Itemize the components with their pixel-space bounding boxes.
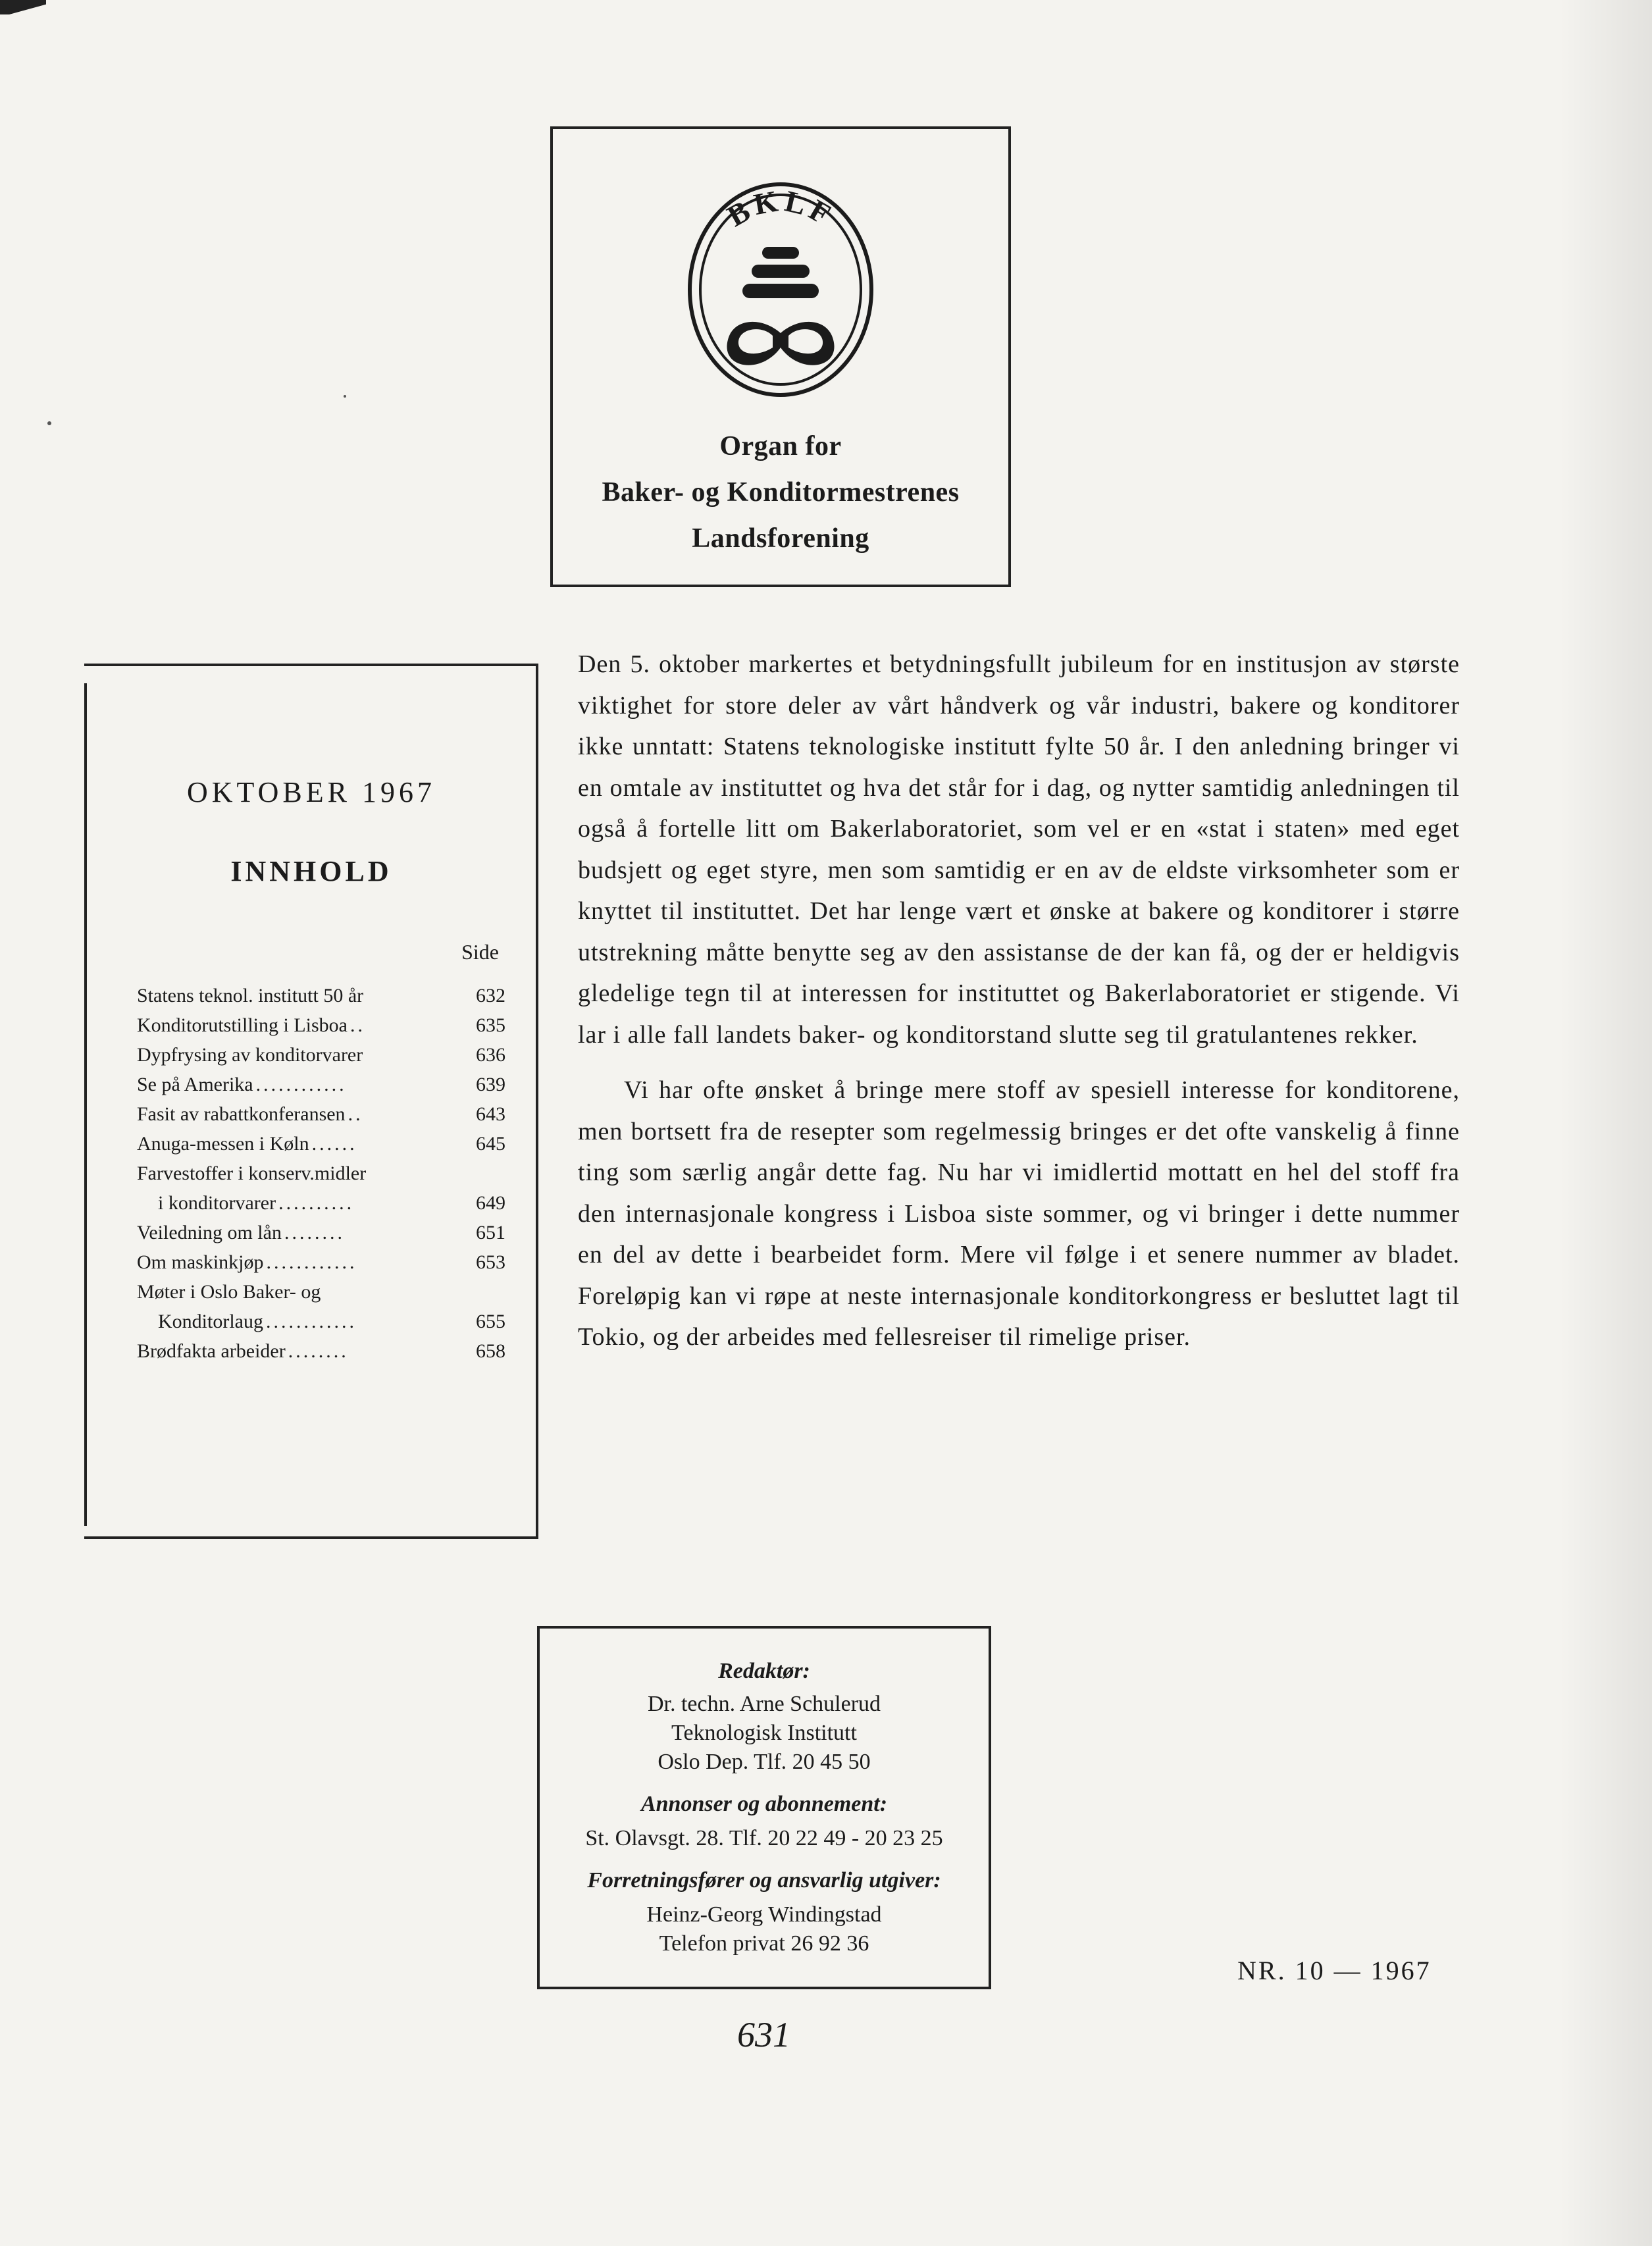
editorial-top-rule: [537, 1626, 991, 1629]
entry-page: 643: [476, 1103, 505, 1125]
manager-name: Heinz-Georg Windingstad: [646, 1902, 882, 1927]
manager-heading: Forretningsfører og ansvarlig utgiver:: [587, 1868, 941, 1893]
entry-leader: ..: [348, 1103, 363, 1125]
entry-title: Møter i Oslo Baker- og: [137, 1281, 321, 1303]
masthead-box: [550, 126, 1011, 587]
entry-leader: ............: [255, 1074, 347, 1095]
scan-speck: [344, 395, 346, 398]
ads-address: St. Olavsgt. 28. Tlf. 20 22 49 - 20 23 25: [585, 1826, 943, 1850]
entry-page: 655: [476, 1311, 505, 1332]
masthead-line-organ: Organ for: [719, 431, 842, 461]
masthead-line-landsforening: Landsforening: [692, 523, 869, 554]
contents-entry: [137, 1307, 505, 1336]
contents-entry: [137, 1336, 505, 1366]
bklf-logo: [682, 178, 879, 402]
entry-page: 651: [476, 1222, 505, 1243]
masthead-right-rule: [1008, 126, 1011, 587]
contents-entry: [137, 1040, 505, 1070]
article-body: [578, 644, 1460, 1358]
page-edge-shadow: [1560, 0, 1652, 2246]
entry-title: Brødfakta arbeider: [137, 1340, 286, 1362]
entry-title: Anuga-messen i Køln: [137, 1133, 309, 1155]
entry-leader: ............: [266, 1251, 357, 1273]
entry-leader: [363, 981, 476, 1010]
entry-leader: ........: [288, 1340, 349, 1362]
entry-title: Statens teknol. institutt 50 år: [137, 985, 364, 1006]
contents-entry: [137, 1010, 505, 1040]
scan-corner-mark: [0, 0, 46, 14]
logo-lettering: BKLF: [721, 183, 840, 234]
contents-heading: INNHOLD: [230, 855, 392, 887]
entry-page: 649: [476, 1192, 505, 1214]
entry-leader: ......: [311, 1133, 357, 1155]
entry-leader: [363, 1040, 476, 1070]
contents-entry: [137, 1247, 505, 1277]
contents-entry: [137, 1188, 505, 1218]
page-column-label: Side: [461, 940, 499, 964]
contents-box: [84, 664, 538, 1539]
entry-leader: ........: [284, 1222, 345, 1243]
entry-title: Konditorlaug: [158, 1311, 263, 1332]
ads-heading: Annonser og abonnement:: [640, 1792, 888, 1816]
entry-title: Se på Amerika: [137, 1074, 253, 1095]
issue-month: OKTOBER 1967: [187, 776, 436, 808]
masthead-line-association: Baker- og Konditormestrenes: [602, 477, 960, 508]
body-paragraph: Den 5. oktober markertes et betydningsfullt jubileum for en institusjon av største viktighet for store deler av vårt håndverk og vår industri, bakere og konditorer ikke unntatt: Statens teknologiske institutt fylte 50 år. I den anledning bringer vi en omtale av instituttet og hva det står for i dag, og nytter samtidig anledningen til også å fortelle litt om Bakerlaboratoriet, som vel er en «stat i staten» med eget budsjett og eget styre, men som samtidig er en av de eldste virksomheter som er knyttet til instituttet. Det har lenge vært et ønske at bakere og konditorer i større utstrekning måtte benytte seg av den assistanse de der kan få, og der er heldigvis gledelige tegn til at interessen for instituttet og Bakerlaboratoriet er stigende. Vi lar i alle fall landets baker- og konditorstand slutte seg til gratulantenes rekker.: [578, 650, 1460, 1049]
svg-text:BKLF: [721, 183, 840, 233]
entry-page: 645: [476, 1133, 505, 1155]
entry-page: 653: [476, 1251, 505, 1273]
editor-heading: Redaktør:: [718, 1659, 810, 1683]
entry-page: 658: [476, 1340, 505, 1362]
scan-speck: [47, 421, 51, 425]
editor-name: Dr. techn. Arne Schulerud: [647, 1692, 881, 1716]
contents-entry: [137, 1129, 505, 1159]
editor-phone: Oslo Dep. Tlf. 20 45 50: [658, 1750, 871, 1774]
editorial-box: [537, 1626, 991, 1989]
entry-leader: [366, 1159, 505, 1188]
contents-entry: [137, 981, 505, 1010]
entry-title: Veiledning om lån: [137, 1222, 282, 1243]
entry-page: 639: [476, 1074, 505, 1095]
contents-top-rule: [84, 664, 538, 666]
entry-title: Farvestoffer i konserv.midler: [137, 1162, 367, 1184]
contents-left-rule: [84, 683, 87, 1526]
entry-leader: ..........: [278, 1192, 355, 1214]
entry-page: 635: [476, 1014, 505, 1036]
contents-list: [137, 981, 505, 1366]
entry-leader: ............: [265, 1311, 357, 1332]
entry-leader: ..: [350, 1014, 365, 1036]
contents-entry: [137, 1218, 505, 1247]
masthead-bottom-rule: [550, 585, 1011, 587]
contents-entry: [137, 1277, 505, 1307]
page-number: 631: [737, 2015, 790, 2054]
editorial-bottom-rule: [537, 1987, 991, 1989]
masthead-left-rule: [550, 126, 553, 587]
entry-page: 636: [476, 1044, 505, 1066]
editor-organization: Teknologisk Institutt: [671, 1721, 857, 1745]
entry-title: Konditorutstilling i Lisboa: [137, 1014, 348, 1036]
contents-entry: [137, 1099, 505, 1129]
entry-title: Om maskinkjøp: [137, 1251, 264, 1273]
contents-bottom-rule: [84, 1536, 538, 1539]
masthead-top-rule: [550, 126, 1011, 129]
body-paragraph: Vi har ofte ønsket å bringe mere stoff av spesiell interesse for konditorene, men bortsett fra de resepter som regelmessig bringes er det ofte vanskelig å finne ting som særlig angår dette fag. Nu har vi imidlertid mottatt en hel del stoff fra den internasjonale kongress i Lisboa siste sommer, og vi bringer i dette nummer en del av dette i bearbeidet form. Mere vil følge i et senere nummer av bladet. Foreløpig kan vi røpe at neste internasjonale konditorkongress er besluttet lagt til Tokio, og der arbeides med fellesreiser til rimelige priser.: [578, 1076, 1460, 1351]
entry-page: 632: [476, 985, 505, 1006]
entry-title: Dypfrysing av konditorvarer: [137, 1044, 363, 1066]
entry-leader: [321, 1277, 505, 1307]
manager-phone: Telefon privat 26 92 36: [659, 1931, 869, 1956]
entry-title: i konditorvarer: [158, 1192, 276, 1214]
contents-entry: [137, 1159, 505, 1188]
issue-number: NR. 10 — 1967: [1237, 1956, 1432, 1985]
entry-title: Fasit av rabattkonferansen: [137, 1103, 346, 1125]
contents-entry: [137, 1070, 505, 1099]
